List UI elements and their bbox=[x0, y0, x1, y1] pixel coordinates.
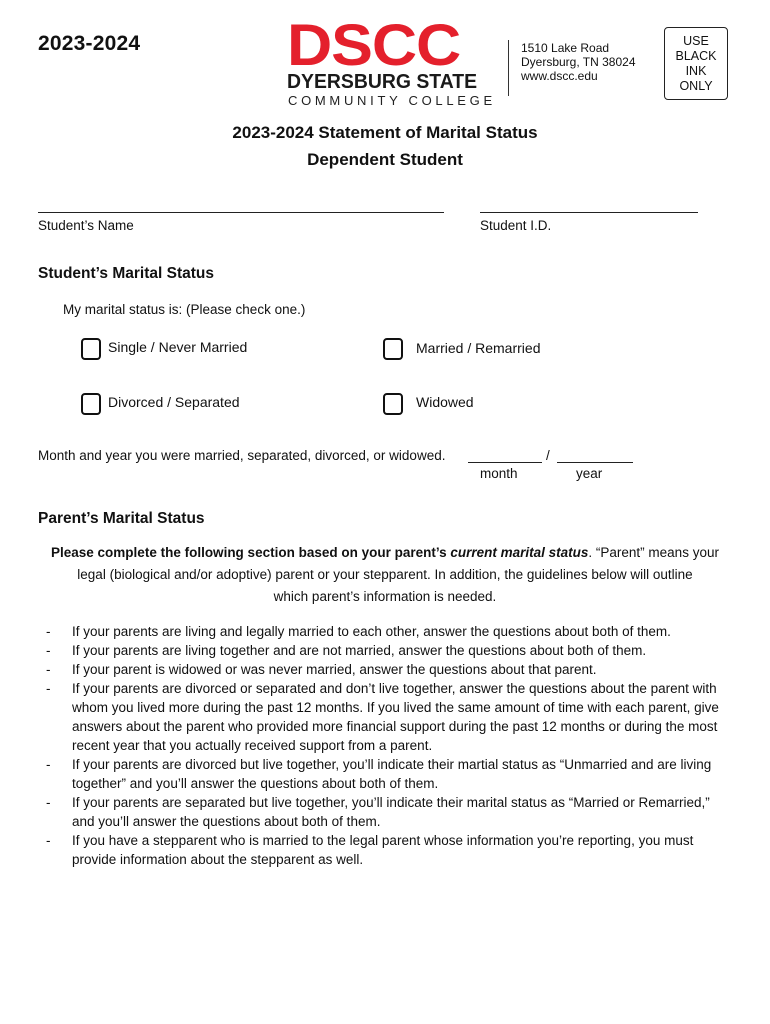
intro-line-2: legal (biological and/or adoptive) parent or your stepparent. In addition, the guidelines below will outline bbox=[77, 567, 693, 582]
married-checkbox[interactable] bbox=[383, 338, 403, 360]
divorced-label: Divorced / Separated bbox=[108, 394, 240, 410]
dscc-logo: DSCC bbox=[287, 13, 461, 78]
marital-status-prompt: My marital status is: (Please check one.) bbox=[63, 302, 306, 317]
bullet-text: If your parents are living together and are not married, answer the questions about both of them. bbox=[72, 643, 647, 658]
month-field[interactable] bbox=[468, 462, 542, 463]
widowed-label: Widowed bbox=[416, 394, 474, 410]
list-item bbox=[46, 641, 726, 660]
month-label: month bbox=[480, 466, 518, 481]
college-address bbox=[521, 41, 636, 83]
student-id-label: Student I.D. bbox=[480, 218, 552, 233]
ink-note-line: USE bbox=[683, 34, 709, 48]
bullet-dash: - bbox=[46, 624, 51, 639]
bullet-text: If your parents are divorced or separated and don’t live together, answer the questions about the parent with whom you lived more during the past 12 months. If you lived the same amount of time with each parent, give answers about the parent who provided more financial support during the past 12 months or during the most recent year that you actually received support from a parent. bbox=[72, 681, 719, 753]
parent-intro bbox=[38, 542, 732, 608]
form-year: 2023-2024 bbox=[38, 32, 141, 55]
bullet-dash: - bbox=[46, 643, 51, 658]
year-label: year bbox=[576, 466, 603, 481]
single-checkbox[interactable] bbox=[81, 338, 101, 360]
widowed-checkbox[interactable] bbox=[383, 393, 403, 415]
student-name-field[interactable] bbox=[38, 212, 444, 213]
ink-note-line: BLACK bbox=[675, 49, 717, 63]
form-title: 2023-2024 Statement of Marital Status bbox=[232, 123, 538, 142]
list-item bbox=[46, 622, 726, 641]
single-label: Single / Never Married bbox=[108, 339, 248, 355]
logo-college-name: DYERSBURG STATE bbox=[287, 71, 478, 93]
bullet-text: If your parents are separated but live together, you’ll indicate their marital status as “Married or Remarried,” and you’ll answer the questions about both of them. bbox=[72, 795, 710, 829]
bullet-dash: - bbox=[46, 833, 51, 848]
date-separator: / bbox=[546, 448, 550, 463]
bullet-dash: - bbox=[46, 757, 51, 772]
list-item bbox=[46, 793, 726, 831]
list-item bbox=[46, 679, 726, 755]
bullet-text: If your parents are divorced but live together, you’ll indicate their martial status as “Unmarried and are living together” and you’ll answer the questions about both of them. bbox=[72, 757, 712, 791]
header-divider bbox=[508, 40, 509, 96]
parent-marital-heading: Parent’s Marital Status bbox=[38, 510, 205, 527]
bullet-text: If your parents are living and legally married to each other, answer the questions about both of them. bbox=[72, 624, 671, 639]
address-website: www.dscc.edu bbox=[521, 69, 598, 83]
student-id-field[interactable] bbox=[480, 212, 698, 213]
divorced-checkbox[interactable] bbox=[81, 393, 101, 415]
year-field[interactable] bbox=[557, 462, 633, 463]
form-subtitle: Dependent Student bbox=[307, 150, 463, 169]
bullet-text: If your parent is widowed or was never married, answer the questions about that parent. bbox=[72, 662, 597, 677]
student-name-label: Student’s Name bbox=[38, 218, 134, 233]
address-city: Dyersburg, TN 38024 bbox=[521, 55, 636, 69]
ink-note-line: ONLY bbox=[679, 79, 713, 93]
bullet-dash: - bbox=[46, 662, 51, 677]
logo-tagline: COMMUNITY COLLEGE bbox=[288, 93, 496, 108]
bullet-dash: - bbox=[46, 681, 51, 696]
parent-guidelines-list bbox=[46, 622, 726, 869]
intro-line-1 bbox=[38, 542, 732, 564]
intro-bold: Please complete the following section based on your parent’s bbox=[51, 545, 451, 560]
list-item bbox=[46, 831, 726, 869]
intro-line-3: which parent’s information is needed. bbox=[273, 589, 497, 604]
list-item bbox=[46, 755, 726, 793]
marital-date-prompt: Month and year you were married, separated, divorced, or widowed. bbox=[38, 448, 446, 463]
intro-rest: . “Parent” means your bbox=[588, 545, 719, 560]
bullet-text: If you have a stepparent who is married to the legal parent whose information you’re reporting, you must provide information about the stepparent as well. bbox=[72, 833, 694, 867]
ink-note-line: INK bbox=[685, 64, 707, 78]
bullet-dash: - bbox=[46, 795, 51, 810]
black-ink-notice bbox=[664, 27, 728, 100]
married-label: Married / Remarried bbox=[416, 340, 541, 356]
intro-italic: current marital status bbox=[450, 545, 589, 560]
list-item bbox=[46, 660, 726, 679]
address-street: 1510 Lake Road bbox=[521, 41, 610, 55]
student-marital-heading: Student’s Marital Status bbox=[38, 265, 214, 282]
